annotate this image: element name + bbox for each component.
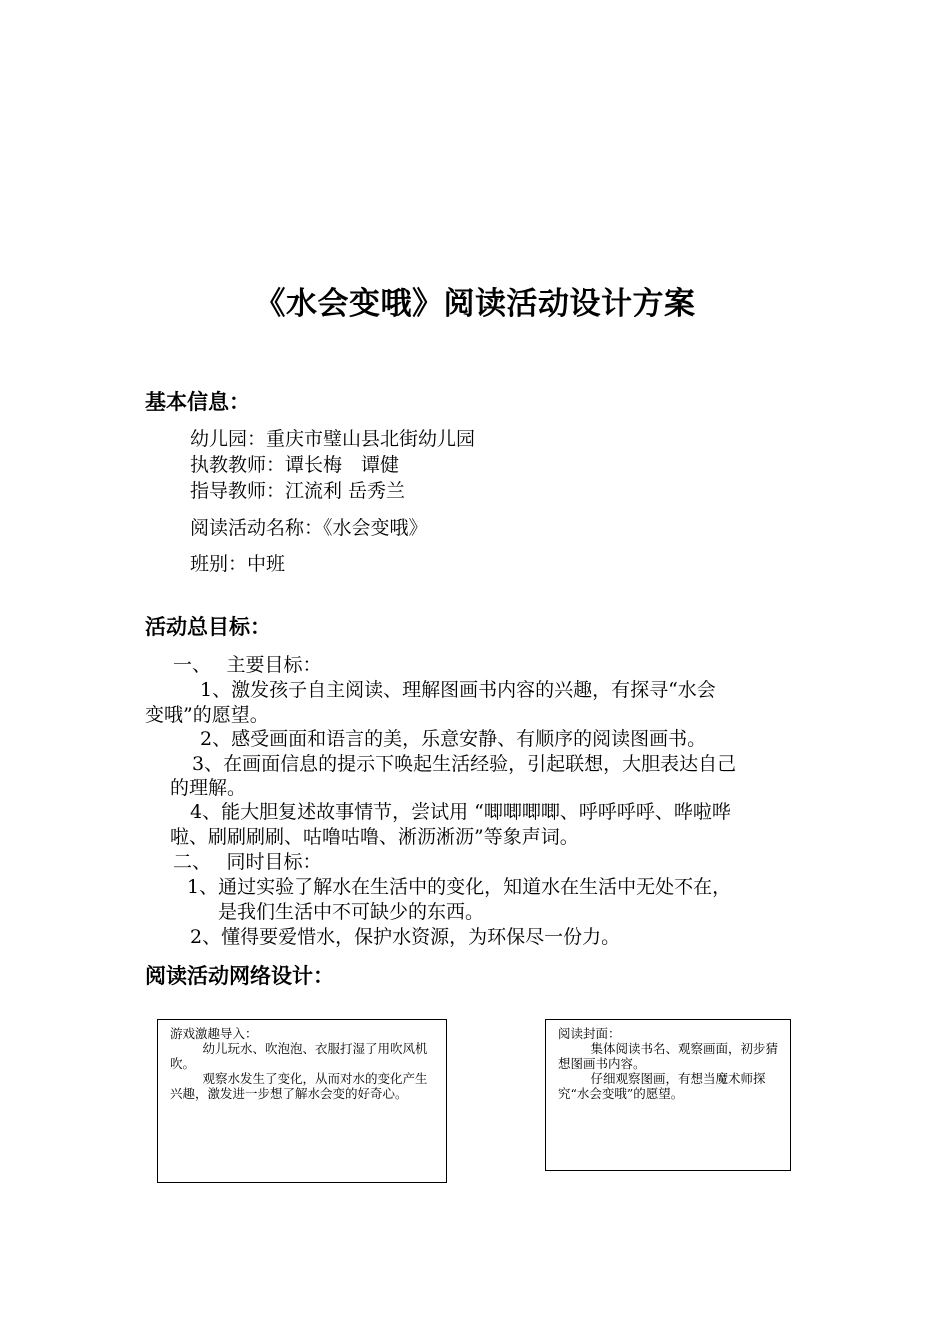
box-right-para1: 集体阅读书名、观察画面，初步猜想图画书内容。 <box>558 1041 779 1071</box>
main-goal-3-line2: 的理解。 <box>170 777 247 799</box>
main-goal-1-line1: 1、激发孩子自主阅读、理解图画书内容的兴趣，有探寻“水会 <box>200 679 716 701</box>
secondary-goal-1-line2: 是我们生活中不可缺少的东西。 <box>218 901 485 923</box>
box-left-title: 游戏激趣导入： <box>170 1026 258 1041</box>
box-right-title: 阅读封面： <box>558 1026 621 1041</box>
main-goal-4-line1: 4、能大胆复述故事情节，尝试用 “唧唧唧唧、呼呼呼呼、哗啦哗 <box>190 801 731 823</box>
main-goal-1-line2: 变哦”的愿望。 <box>145 704 269 726</box>
class-line: 班别：中班 <box>190 553 286 575</box>
main-goal-4-line2: 啦、刷刷刷刷、咕噜咕噜、淅沥淅沥”等象声词。 <box>170 826 579 848</box>
main-goal-3-line1: 3、在画面信息的提示下唤起生活经验，引起联想，大胆表达自己 <box>192 753 737 775</box>
teachers-line: 执教教师：谭长梅 谭健 <box>190 454 400 476</box>
box-left-para2: 观察水发生了变化，从而对水的变化产生兴趣，激发进一步想了解水会变的好奇心。 <box>170 1071 428 1101</box>
main-goal-2: 2、感受画面和语言的美，乐意安静、有顺序的阅读图画书。 <box>200 728 707 750</box>
secondary-goals-heading: 二、 同时目标： <box>173 851 322 873</box>
box-right-para2: 仔细观察图画，有想当魔术师探究“水会变哦”的愿望。 <box>558 1071 766 1101</box>
network-heading: 阅读活动网络设计： <box>145 964 334 988</box>
activity-name-line: 阅读活动名称：《水会变哦》 <box>190 517 428 539</box>
goals-heading: 活动总目标： <box>145 615 271 639</box>
supervisors-line: 指导教师：江流利 岳秀兰 <box>190 480 406 502</box>
box-left-para1: 幼儿玩水、吹泡泡、衣服打湿了用吹风机吹。 <box>170 1041 428 1071</box>
main-goals-heading: 一、 主要目标： <box>173 654 322 676</box>
network-box-read-cover <box>545 1019 791 1171</box>
secondary-goal-2: 2、懂得要爱惜水，保护水资源，为环保尽一份力。 <box>190 926 621 948</box>
basic-info-heading: 基本信息： <box>145 390 250 414</box>
secondary-goal-1-line1: 1、通过实验了解水在生活中的变化，知道水在生活中无处不在， <box>187 876 732 898</box>
network-box-game-intro <box>157 1019 447 1183</box>
kindergarten-line: 幼儿园：重庆市璧山县北街幼儿园 <box>190 428 476 450</box>
document-title: 《水会变哦》阅读活动设计方案 <box>254 286 696 322</box>
